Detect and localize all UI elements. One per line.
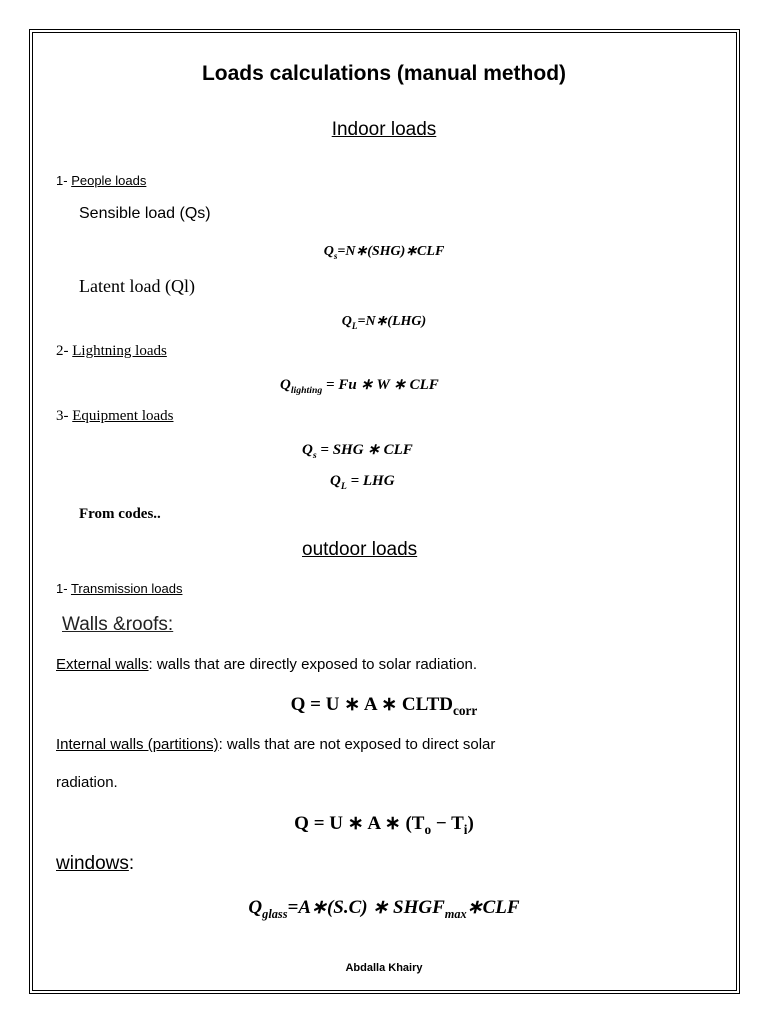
item-number: 1- [56,173,68,188]
equipment-loads-label: Equipment loads [72,408,174,424]
external-walls-definition: External walls: walls that are directly exposed to solar radiation. [56,656,478,673]
item-number: 1- [56,581,68,596]
sensible-load-equation: $Q_s=N∗(SHG)∗CLF$ [323,244,445,261]
latent-load-label: Latent load (Ql) [79,276,195,296]
people-loads-label: People loads [71,173,147,188]
lighting-loads-label: Lightning loads [72,343,167,359]
transmission-loads-label: Transmission loads [70,581,183,596]
internal-walls-definition: Internal walls (partitions): walls that are not exposed to direct solar [56,736,496,753]
people-loads-item [56,173,146,188]
external-walls-equation: Q = U ∗ A ∗ $CLTD_{corr}$ [290,694,478,718]
internal-walls-definition-cont: radiation. [56,774,118,791]
equipment-latent-equation: $Q_L$ = LHG [330,473,395,492]
equipment-loads-item [56,408,174,425]
sensible-load-label: Sensible load (Qs) [79,205,211,222]
lighting-loads-item [56,343,167,360]
footer-author: Abdalla Khairy [345,962,423,974]
item-number: 3- [56,408,69,424]
latent-load-equation: $Q_L=N∗(LHG)$ [341,314,427,331]
walls-roofs-heading: Walls &roofs: [62,614,174,635]
external-walls-term: External walls [56,656,149,673]
internal-walls-term: Internal walls (partitions) [56,736,219,753]
page-title: Loads calculations (manual method) [201,62,567,85]
item-number: 2- [56,343,69,359]
outdoor-loads-heading: outdoor loads [302,539,418,560]
indoor-loads-heading: Indoor loads [331,119,437,140]
equipment-sensible-equation: $Q_s$ = SHG ∗ CLF [302,442,413,461]
transmission-loads-item [56,581,182,596]
windows-equation: $Q_{glass}=A∗(S.C)$ ∗ $SHGF_{max}∗CLF$ [248,897,520,921]
windows-heading: windows: [56,853,135,874]
lighting-equation: $Q_{lighting} = Fu$ ∗ W ∗ CLF [280,377,439,396]
from-codes-note: From codes.. [79,506,161,522]
internal-walls-equation: Q = U ∗ A ∗ $(T_o - T_i)$ [294,813,474,837]
